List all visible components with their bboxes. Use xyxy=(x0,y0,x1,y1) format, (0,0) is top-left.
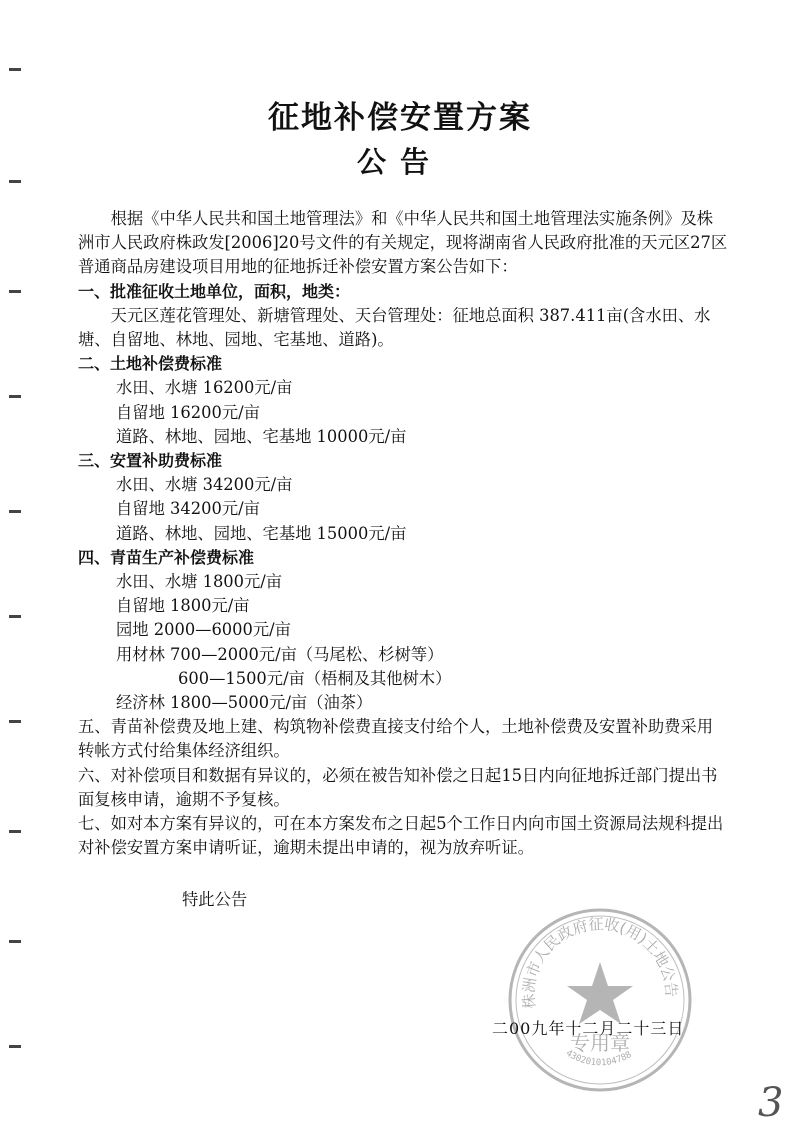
list-item: 自留地 1800元/亩 xyxy=(116,596,250,616)
binding-hole-mark xyxy=(9,940,21,943)
section-heading: 二、土地补偿费标准 xyxy=(78,354,223,374)
list-item: 经济林 1800—5000元/亩（油茶） xyxy=(116,693,373,713)
svg-text:专用章: 专用章 xyxy=(570,1031,630,1055)
section-heading: 一、批准征收土地单位，面积，地类： xyxy=(78,281,351,301)
section-heading: 四、青苗生产补偿费标准 xyxy=(78,547,255,567)
list-item: 自留地 34200元/亩 xyxy=(116,499,260,519)
list-item: 水田、水塘 34200元/亩 xyxy=(116,475,293,495)
svg-text:株洲市人民政府征收(用)土地公告: 株洲市人民政府征收(用)土地公告 xyxy=(519,915,681,1010)
binding-hole-mark xyxy=(9,290,21,293)
document-subtitle: 公告 xyxy=(356,145,443,179)
list-item: 用材林 700—2000元/亩（马尾松、杉树等） xyxy=(116,644,444,664)
list-item: 水田、水塘 1800元/亩 xyxy=(116,572,283,592)
closing-line: 特此公告 xyxy=(182,890,248,910)
intro-paragraph: 根据《中华人民共和国土地管理法》和《中华人民共和国土地管理法实施条例》及株洲市人民政府株政发[2006]20号文件的有关规定，现将湖南省人民政府批准的天元区27区普通商品房建设项目用地的征地拆迁补偿安置方案公告如下： xyxy=(78,209,728,277)
star-icon xyxy=(567,962,633,1024)
binding-hole-mark xyxy=(9,68,21,71)
svg-text:4302010104788: 4302010104788 xyxy=(563,1048,634,1069)
section-paragraph: 天元区莲花管理处、新塘管理处、天台管理处：征地总面积 387.411亩(含水田、水塘、自留地、林地、园地、宅基地、道路)。 xyxy=(78,305,711,350)
section-heading: 三、安置补助费标准 xyxy=(78,451,223,471)
list-item: 600—1500元/亩（梧桐及其他树木） xyxy=(178,668,452,688)
document-body xyxy=(78,207,728,913)
binding-hole-mark xyxy=(9,1045,21,1048)
list-item: 道路、林地、园地、宅基地 15000元/亩 xyxy=(116,523,407,543)
binding-hole-mark xyxy=(9,510,21,513)
section-paragraph: 六、对补偿项目和数据有异议的，必须在被告知补偿之日起15日内向征地拆迁部门提出书面复核申请，逾期不予复核。 xyxy=(78,765,718,809)
page-number: 3 xyxy=(758,1080,784,1126)
binding-hole-mark xyxy=(9,395,21,398)
list-item: 水田、水塘 16200元/亩 xyxy=(116,378,293,398)
official-seal xyxy=(500,900,700,1100)
section-paragraph: 七、如对本方案有异议的，可在本方案发布之日起5个工作日内向市国土资源局法规科提出对补偿安置方案申请听证，逾期未提出申请的，视为放弃听证。 xyxy=(78,814,724,858)
binding-hole-mark xyxy=(9,830,21,833)
document-title: 征地补偿安置方案 xyxy=(268,100,532,136)
list-item: 园地 2000—6000元/亩 xyxy=(116,620,291,640)
list-item: 自留地 16200元/亩 xyxy=(116,402,260,422)
section-paragraph: 五、青苗补偿费及地上建、构筑物补偿费直接支付给个人，土地补偿费及安置补助费采用转帐方式付给集体经济组织。 xyxy=(78,717,713,761)
binding-hole-mark xyxy=(9,615,21,618)
binding-hole-mark xyxy=(9,720,21,723)
list-item: 道路、林地、园地、宅基地 10000元/亩 xyxy=(116,426,407,446)
document-date: 二00九年十二月二十三日 xyxy=(492,1019,685,1038)
